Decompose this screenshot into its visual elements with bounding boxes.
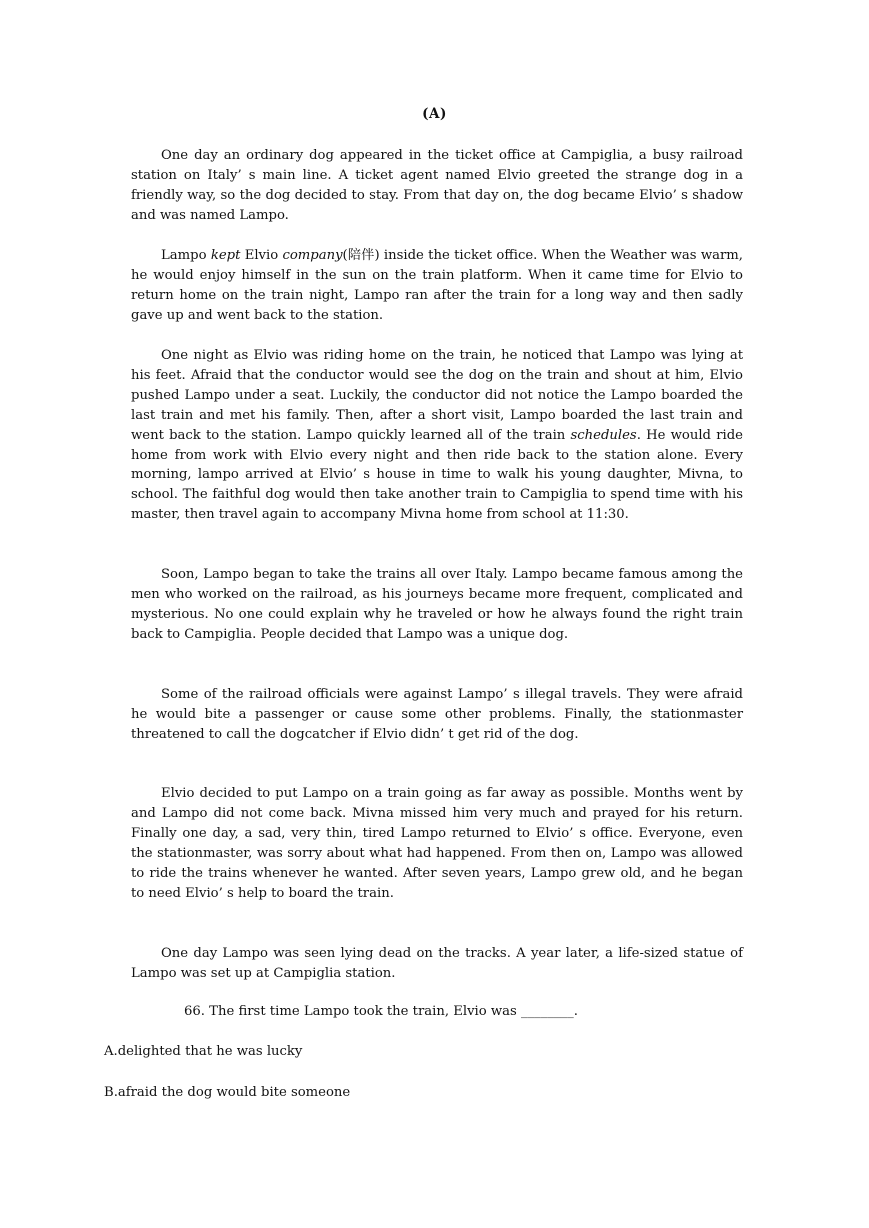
- option-a: A.delighted that he was lucky: [104, 1044, 303, 1059]
- paragraph-2: [131, 246, 743, 326]
- paragraph-3-text: . He would ride home from work with Elvio every night and then ride back to the station alone. Every morning, lampo arrived at Elvio’ s house in time to walk his young daughter, Mivna, to school. The faithful dog would then take another train to Campiglia to spend time with his master, then travel again to accompany Mivna home from school at 11:30.: [131, 427, 743, 523]
- paragraph-3: [131, 346, 743, 525]
- paragraph-4-text: Soon, Lampo began to take the trains all over Italy. Lampo became famous among the men who worked on the railroad, as his journeys became more frequent, complicated and mysterious. No one could explain why he traveled or how he always found the right train back to Campiglia. People decided that Lampo was a unique dog.: [131, 567, 743, 642]
- paragraph-6-text: Elvio decided to put Lampo on a train going as far away as possible. Months went by and Lampo did not come back. Mivna missed him very much and prayed for his return. Finally one day, a sad, very thin, tired Lampo returned to Elvio’ s office. Everyone, even the stationmaster, was sorry about what had happened. From then on, Lampo was allowed to ride the trains whenever he wanted. After seven years, Lampo grew old, and he began to need Elvio’ s help to board the train.: [131, 786, 743, 901]
- section-heading: (A): [422, 106, 447, 122]
- question-66: 66. The first time Lampo took the train, Elvio was ________.: [184, 1004, 578, 1019]
- paragraph-3-text: One night as Elvio was riding home on the train, he noticed that Lampo was lying at his feet. Afraid that the conductor would see the dog on the train and shout at him, Elvio pushed Lampo under a seat. Luckily, the conductor did not notice the Lampo boarded the last train and met his family. Then, after a short visit, Lampo boarded the last train and went back to the station. Lampo quickly learned all of the train: [131, 348, 743, 443]
- italic-kept: kept: [210, 248, 241, 263]
- paragraph-1: [131, 146, 743, 226]
- paragraph-5-text: Some of the railroad officials were against Lampo’ s illegal travels. They were afraid he would bite a passenger or cause some other problems. Finally, the stationmaster threatened to call the dogcatcher if Elvio didn’ t get rid of the dog.: [131, 687, 743, 742]
- option-b: B.afraid the dog would bite someone: [104, 1085, 351, 1100]
- paragraph-7-text: One day Lampo was seen lying dead on the tracks. A year later, a life-sized statue of Lampo was set up at Campiglia station.: [131, 946, 743, 981]
- paragraph-6: [131, 784, 743, 903]
- paragraph-2-text: Elvio: [240, 248, 283, 263]
- italic-company: company: [282, 248, 343, 263]
- paragraph-7: [131, 944, 743, 984]
- paragraph-5: [131, 685, 743, 745]
- paragraph-1-text: One day an ordinary dog appeared in the ticket office at Campiglia, a busy railroad station on Italy’ s main line. A ticket agent named Elvio greeted the strange dog in a friendly way, so the dog decided to stay. From that day on, the dog became Elvio’ s shadow and was named Lampo.: [131, 148, 743, 223]
- paragraph-2-text: Lampo: [161, 248, 211, 263]
- italic-schedules: schedules: [570, 427, 637, 443]
- paragraph-2-text: (陪伴) inside the ticket office. When the Weather was warm, he would enjoy himself in the sun on the train platform. When it came time for Elvio to return home on the train night, Lampo ran after the train for a long way and then sadly gave up and went back to the station.: [131, 248, 743, 323]
- paragraph-4: [131, 565, 743, 645]
